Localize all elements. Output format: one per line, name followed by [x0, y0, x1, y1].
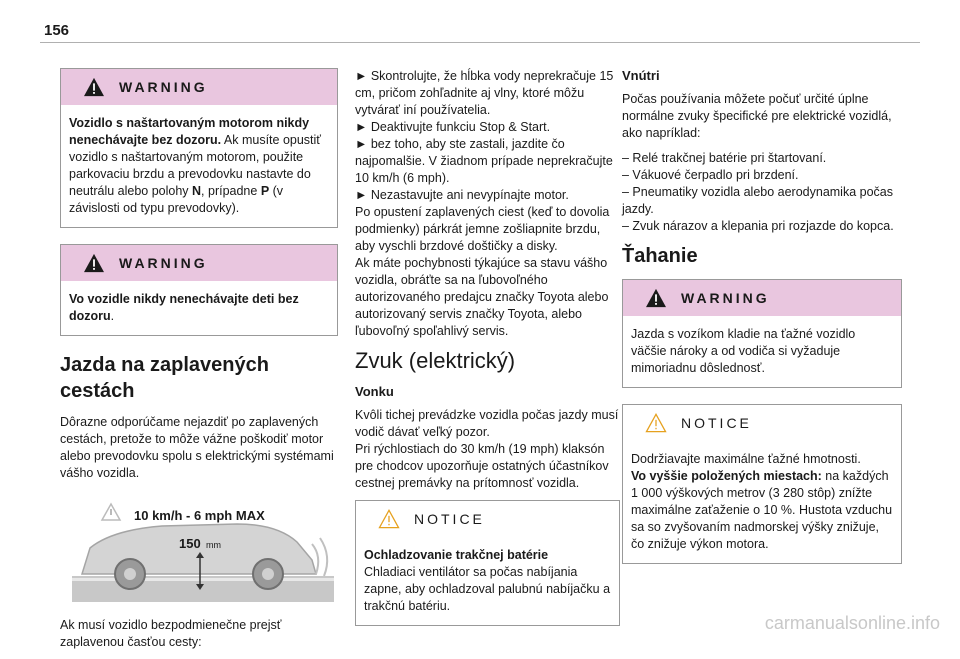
- flooded-after: Ak musí vozidlo bezpodmienečne prejsť zaplavenou časťou cesty:: [60, 618, 282, 649]
- warning-box-towing: [622, 279, 902, 388]
- warning-box-unattended-engine: [60, 68, 338, 228]
- list-item: – Zvuk nárazov a klepania pri rozjazde do kopca.: [622, 219, 894, 233]
- notice-title: NOTICE: [414, 511, 485, 527]
- notice-box-towing-weights: [622, 404, 902, 564]
- section-heading-towing: Ťahanie: [622, 245, 698, 267]
- warning-triangle-icon: [645, 288, 667, 308]
- speed-limit-label: 10 km/h - 6 mph MAX: [134, 508, 265, 523]
- warning-bold-text: Vozidlo s naštartovaným motorom nikdy nenechávajte bez dozoru.: [69, 116, 310, 147]
- sound-outside-text: Kvôli tichej prevádzke vozidla počas jazdy musí vodič dávať veľký pozor. Pri rýchlostiach do 30 km/h (19 mph) klaksón pre chodcov upozorňuje ostatných účastníkov cestnej premávky na prítomnosť vozidla.: [355, 408, 619, 490]
- notice-body: Dodržiavajte maximálne ťažné hmotnosti. Vo vyššie položených miestach: na každých 1 000 výškových metrov (3 280 stôp) znížte maximálne zaťaženie o 10 %. Hustota vzduchu sa so zvyšovaním nadmorskej výšky znižuje, čo znižuje výkon motora.: [631, 452, 893, 551]
- list-item: – Relé trakčnej batérie pri štartovaní.: [622, 151, 827, 165]
- notice-box-battery-cooling: [355, 500, 620, 626]
- page-number: 156: [44, 22, 70, 39]
- notice-triangle-icon: [378, 509, 400, 529]
- warning-body: Vozidlo s naštartovaným motorom nikdy nenechávajte bez dozoru. Ak musíte opustiť vozidlo s naštartovaným motorom, použite parkovaciu brzdu a prevodovku nastavte do neutrálu alebo polohy N, prípadne P (v závislosti od typu prevodovky).: [69, 116, 321, 215]
- column-2: [355, 68, 620, 642]
- notice-triangle-icon: [645, 413, 667, 433]
- section-heading-flooded-roads: Jazda na zaplavených cestách: [60, 354, 269, 402]
- warning-triangle-icon: [83, 253, 105, 273]
- depth-unit: mm: [206, 540, 221, 550]
- warning-body: Jazda s vozíkom kladie na ťažné vozidlo väčšie nároky a od vodiča si vyžaduje mimoriadnu dôslednosť.: [631, 327, 856, 375]
- warning-title: WARNING: [681, 290, 770, 306]
- header-rule: [40, 42, 920, 43]
- subheading-outside: Vonku: [355, 384, 394, 399]
- depth-label: 150: [179, 536, 201, 551]
- warning-box-children: [60, 244, 338, 336]
- notice-header: [356, 501, 619, 537]
- warning-triangle-icon: [83, 77, 105, 97]
- watermark: carmanualsonline.info: [764, 613, 940, 633]
- column-3: [622, 68, 902, 580]
- sound-list: [622, 150, 902, 235]
- notice-body: Ochladzovanie trakčnej batérie Chladiaci ventilátor sa počas nabíjania zapne, aby ochladzoval palubnú nabíjačku a trakčnú batériu.: [364, 548, 611, 613]
- section-heading-sound: Zvuk (elektrický): [355, 348, 516, 373]
- column-1: [60, 68, 338, 659]
- warning-body: Vo vozidle nikdy nenechávajte deti bez dozoru.: [69, 292, 299, 323]
- warning-title: WARNING: [119, 255, 208, 271]
- flooded-instructions: ► Skontrolujte, že hĺbka vody neprekračuje 15 cm, pričom zohľadnite aj vlny, ktoré môžu vytvárať iní používatelia. ► Deaktivujte funkciu Stop & Start. ► bez toho, aby ste zastali, jazdite čo najpomalšie. V žiadnom prípade neprekračujte 10 km/h (6 mph). ► Nezastavujte ani nevypínajte motor. Po opustení zaplavených ciest (keď to dovolia podmienky) párkrát jemne zošliapnite brzdu, aby vyschli brzdové doštičky a disky. Ak máte pochybnosti týkajúce sa stavu vášho vozidla, obráťte sa na ľubovoľného autorizovaného predajcu značky Toyota alebo autorizovaný servis značky Toyota, alebo ľubovoľný spoľahlivý servis.: [355, 69, 614, 338]
- warning-header: [61, 245, 337, 281]
- flooded-intro: Dôrazne odporúčame nejazdiť po zaplavených cestách, pretože to môže vážne poškodiť motor alebo prevodovku spolu s elektrickými systémami vášho vozidla.: [60, 415, 334, 480]
- warning-header: [61, 69, 337, 105]
- notice-header: [623, 405, 901, 441]
- list-item: – Vákuové čerpadlo pri brzdení.: [622, 168, 799, 182]
- list-item: – Pneumatiky vozidla alebo aerodynamika počas jazdy.: [622, 185, 893, 216]
- subheading-inside: Vnútri: [622, 68, 660, 83]
- car-in-water-illustration: [72, 502, 334, 602]
- warning-header: [623, 280, 901, 316]
- notice-title: NOTICE: [681, 415, 752, 431]
- sound-inside-text: Počas používania môžete počuť určité úplne normálne zvuky špecifické pre elektrické vozidlá, ako napríklad:: [622, 92, 892, 140]
- warning-title: WARNING: [119, 79, 208, 95]
